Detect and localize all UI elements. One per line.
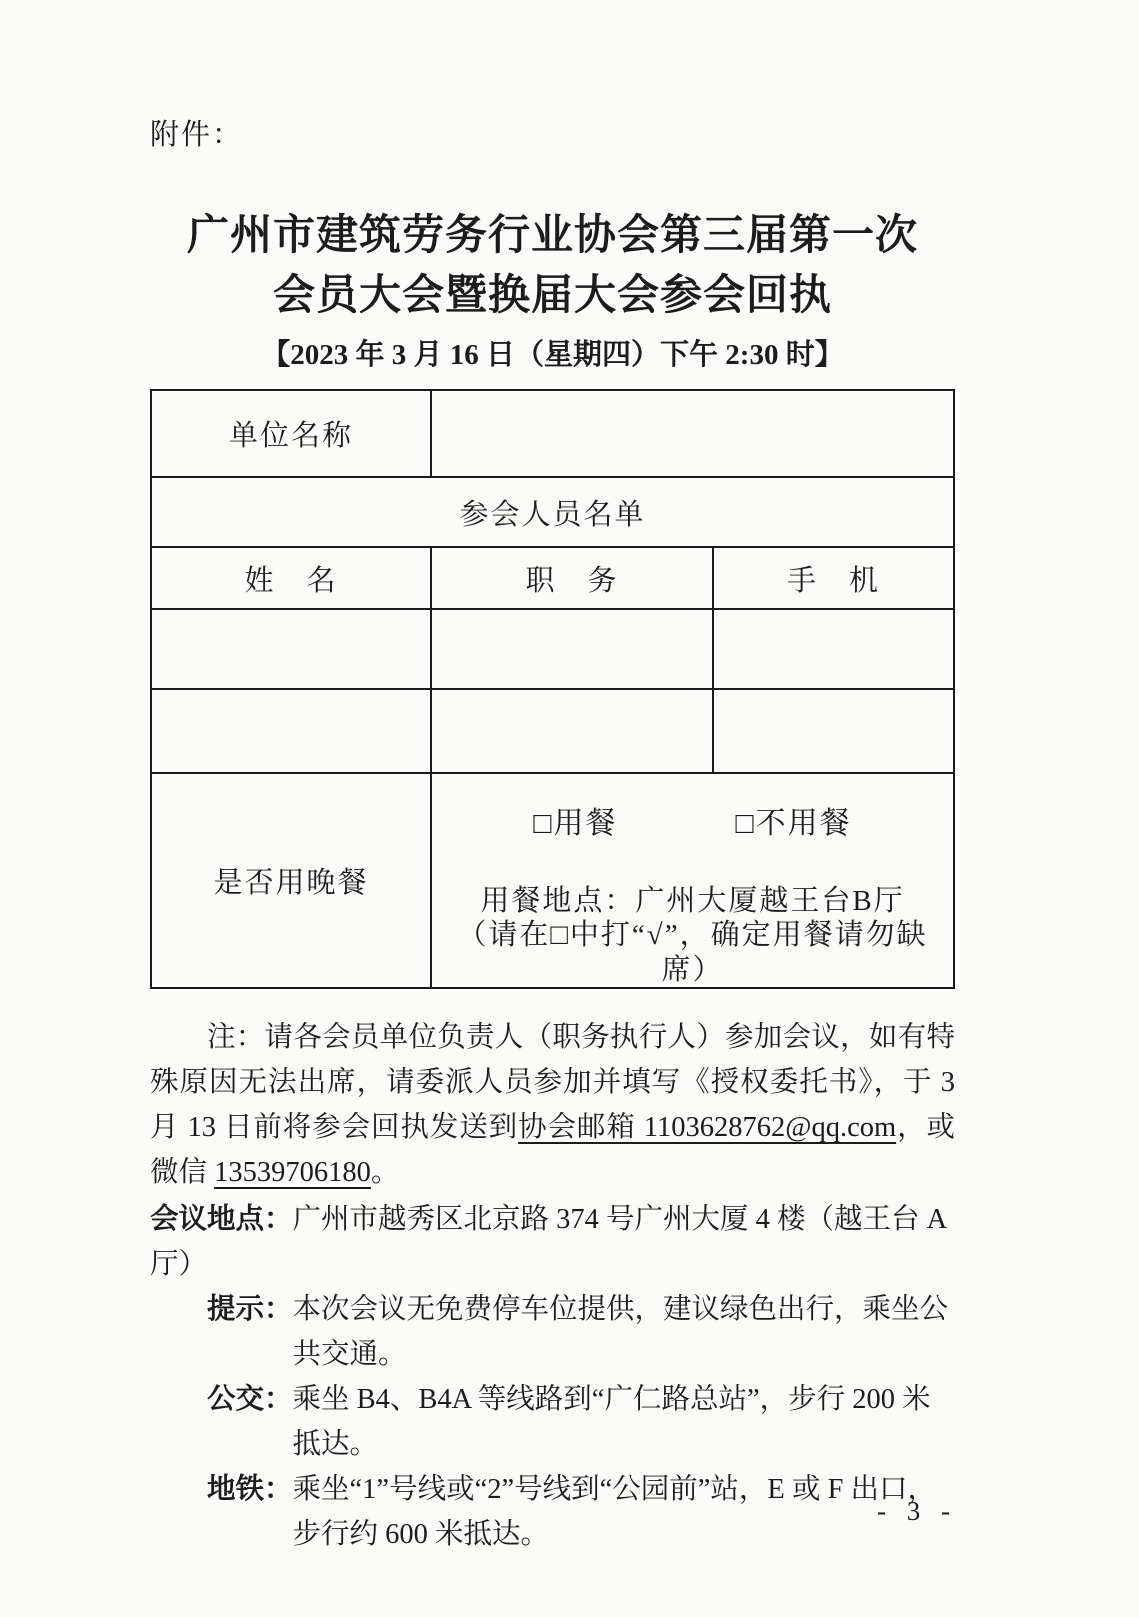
remark-paragraph [150, 1015, 955, 1195]
registration-table [150, 389, 955, 989]
dinner-instruction-text: （请在□中打“√”，确定用餐请勿缺席） [457, 919, 928, 986]
attachment-label: 附件： [150, 119, 244, 151]
venue-line [150, 1197, 955, 1287]
attendee-section-header: 参会人员名单 [151, 477, 954, 547]
checkbox-icon: □ [735, 807, 756, 841]
blank-name-cell [151, 609, 431, 689]
bus-label: 公交： [207, 1384, 293, 1416]
dinner-options-cell [431, 773, 954, 988]
dine-option-label: 用餐 [553, 807, 618, 841]
unit-name-label-cell: 单位名称 [151, 390, 431, 477]
dine-checkbox-option [533, 798, 617, 842]
table-row-section-header [151, 477, 954, 547]
blank-name-cell [151, 689, 431, 773]
table-row-blank [151, 689, 954, 773]
no-dine-option-label: 不用餐 [755, 807, 852, 841]
hint-label: 提示： [207, 1294, 293, 1325]
venue-text: 广州市越秀区北京路 374 号广州大厦 4 楼（越王台 A 厅） [150, 1203, 946, 1280]
table-row-column-headers [151, 547, 954, 609]
tip-row-hint [207, 1287, 955, 1377]
dinner-location-text: 用餐地点：广州大厦越王台B厅 [480, 885, 905, 918]
unit-name-value-cell [431, 390, 954, 477]
association-email-underlined: 协会邮箱 1103628762@qq.com [518, 1111, 897, 1143]
checkbox-icon: □ [533, 807, 554, 841]
blank-mobile-cell [713, 689, 954, 773]
wechat-phone-underlined: 13539706180 [214, 1156, 371, 1188]
blank-position-cell [431, 609, 713, 689]
page-title-line1: 广州市建筑劳务行业协会第三届第一次 [186, 211, 918, 258]
meeting-datetime: 【2023 年 3 月 16 日（星期四）下午 2:30 时】 [261, 339, 844, 372]
blank-mobile-cell [713, 609, 954, 689]
metro-text: 乘坐“1”号线或“2”号线到“公园前”站，E 或 F 出口，步行约 600 米抵达。 [292, 1474, 937, 1551]
page-title [150, 205, 955, 324]
remark-text-2: ，或微信 [150, 1111, 955, 1188]
no-dine-checkbox-option [736, 798, 852, 842]
bus-text: 乘坐 B4、B4A 等线路到“广仁路总站”，步行 200 米抵达。 [292, 1384, 931, 1461]
page-title-line2: 会员大会暨换届大会参会回执 [272, 270, 832, 318]
remark-text-1: 注：请各会员单位负责人（职务执行人）参加会议，如有特殊原因无法出席，请委派人员参加并填写《授权委托书》，于 3 月 13 日前将参会回执发送到 [150, 1021, 955, 1143]
table-row-dinner [151, 773, 954, 988]
dinner-label-cell: 是否用晚餐 [151, 773, 431, 988]
tip-row-bus [207, 1377, 955, 1467]
column-header-name: 姓 名 [151, 547, 431, 609]
dinner-options [432, 798, 953, 842]
remark-text-3: 。 [370, 1156, 400, 1188]
metro-label: 地铁： [207, 1474, 293, 1506]
table-row-blank [151, 609, 954, 689]
table-row-unit-name [151, 390, 954, 477]
tip-row-metro [207, 1467, 955, 1557]
hint-text: 本次会议无免费停车位提供，建议绿色出行，乘坐公共交通。 [292, 1294, 949, 1371]
blank-position-cell [431, 689, 713, 773]
venue-label: 会议地点： [150, 1203, 293, 1235]
column-header-mobile: 手 机 [713, 547, 954, 609]
column-header-position: 职 务 [431, 547, 713, 609]
page-number: - 3 - [877, 1496, 957, 1526]
